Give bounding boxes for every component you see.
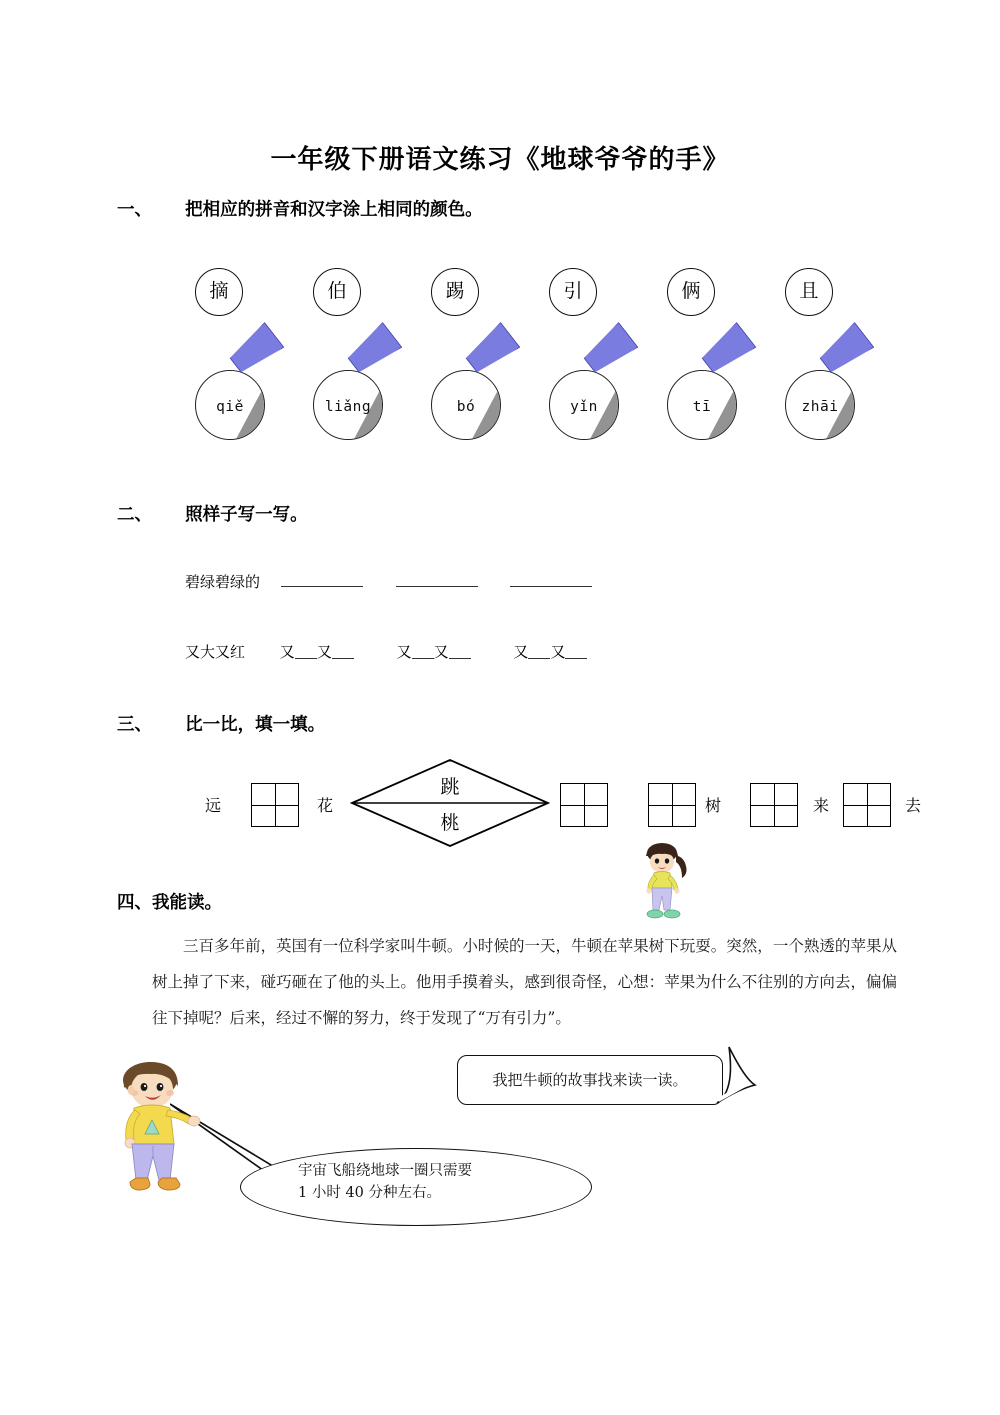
section-1-number: 一、 — [117, 200, 152, 220]
section-3-text: 比一比，填一填。 — [185, 715, 326, 735]
pattern-line-1 — [185, 571, 604, 592]
magnifier-2[interactable] — [431, 344, 537, 444]
tianzige-box-3[interactable] — [648, 783, 696, 827]
pattern-char-b: 又 — [316, 643, 332, 661]
boy-illustration — [104, 1058, 204, 1198]
section-1-text: 把相应的拼音和汉字涂上相同的颜色。 — [185, 200, 483, 220]
magnifier-3[interactable] — [549, 344, 655, 444]
section-2-number: 二、 — [117, 505, 152, 525]
speech-bubble-newton — [457, 1055, 757, 1105]
diamond-char-top: 跳 — [440, 776, 460, 798]
compare-char-hua: 花 — [317, 796, 334, 815]
pattern-slot-2[interactable] — [397, 641, 471, 662]
write-blank-1[interactable] — [281, 572, 363, 587]
section-4-number: 四、 — [117, 893, 152, 913]
pinyin-label-1: liǎng — [324, 399, 372, 415]
diamond-char-bottom: 桃 — [440, 812, 460, 834]
char-circle-5[interactable]: 且 — [785, 268, 833, 316]
pattern-char-a: 又 — [396, 643, 412, 661]
spaceship-line-2: 1 小时 40 分种左右。 — [298, 1185, 442, 1201]
pattern-model-2: 又大又红 — [185, 643, 246, 661]
pattern-model-1: 碧绿碧绿的 — [185, 573, 261, 591]
compare-char-shu: 树 — [705, 796, 722, 815]
tianzige-box-4[interactable] — [750, 783, 798, 827]
pattern-char-b: 又 — [433, 643, 449, 661]
pinyin-label-3: yǐn — [570, 399, 598, 415]
char-circle-0[interactable]: 摘 — [195, 268, 243, 316]
tianzige-box-1[interactable] — [251, 783, 299, 827]
section-4-text: 我能读。 — [152, 893, 222, 913]
page-title: 一年级下册语文练习《地球爷爷的手》 — [270, 145, 730, 175]
section-3-number: 三、 — [117, 715, 152, 735]
pinyin-magnifier-row — [195, 344, 895, 444]
pattern-line-2 — [185, 641, 625, 662]
diamond-pair — [350, 758, 550, 848]
pattern-char-a: 又 — [513, 643, 529, 661]
pinyin-label-2: bó — [456, 399, 476, 415]
magnifier-0[interactable] — [195, 344, 301, 444]
magnifier-4[interactable] — [667, 344, 773, 444]
section-1-heading — [117, 196, 483, 221]
section-2-heading — [117, 501, 308, 526]
passage-text: 三百多年前，英国有一位科学家叫牛顿。小时候的一天，牛顿在苹果树下玩耍。突然，一个熟透的苹果从树上掉了下来，碰巧砸在了他的头上。他用手摸着头，感到很奇怪，心想：苹果为什么不往别的方向去，偏偏往下掉呢？后来，经过不懈的努力，终于发现了“万有引力”。 — [152, 937, 897, 1027]
magnifier-1[interactable] — [313, 344, 419, 444]
section-4-heading — [117, 889, 222, 914]
compare-char-lai: 来 — [813, 796, 830, 815]
write-blank-3[interactable] — [510, 572, 592, 587]
pattern-slot-3[interactable] — [513, 641, 587, 662]
compare-char-qu: 去 — [905, 796, 922, 815]
spaceship-line-1: 宇宙飞船绕地球一圈只需要 — [298, 1163, 472, 1179]
pattern-char-b: 又 — [550, 643, 566, 661]
magnifier-5[interactable] — [785, 344, 891, 444]
speech-bubble-spaceship-text — [298, 1160, 548, 1204]
speech-bubble-spaceship — [240, 1148, 592, 1226]
char-circle-2[interactable]: 踢 — [431, 268, 479, 316]
reading-passage — [152, 928, 897, 1036]
compare-char-yuan: 远 — [205, 796, 222, 815]
write-blank-2[interactable] — [396, 572, 478, 587]
speech-bubble-newton-text: 我把牛顿的故事找来读一读。 — [492, 1071, 688, 1089]
tianzige-box-5[interactable] — [843, 783, 891, 827]
character-circle-row — [195, 268, 855, 318]
section-3-heading — [117, 711, 325, 736]
char-circle-4[interactable]: 俩 — [667, 268, 715, 316]
pinyin-label-0: qiě — [216, 399, 244, 415]
char-circle-3[interactable]: 引 — [549, 268, 597, 316]
girl-illustration — [632, 840, 696, 922]
pinyin-label-4: tī — [692, 399, 712, 415]
pattern-char-a: 又 — [279, 643, 295, 661]
pinyin-label-5: zhāi — [801, 399, 839, 415]
tianzige-box-2[interactable] — [560, 783, 608, 827]
pattern-slot-1[interactable] — [280, 641, 354, 662]
compare-fill-row — [205, 756, 922, 851]
char-circle-1[interactable]: 伯 — [313, 268, 361, 316]
section-2-text: 照样子写一写。 — [185, 505, 308, 525]
